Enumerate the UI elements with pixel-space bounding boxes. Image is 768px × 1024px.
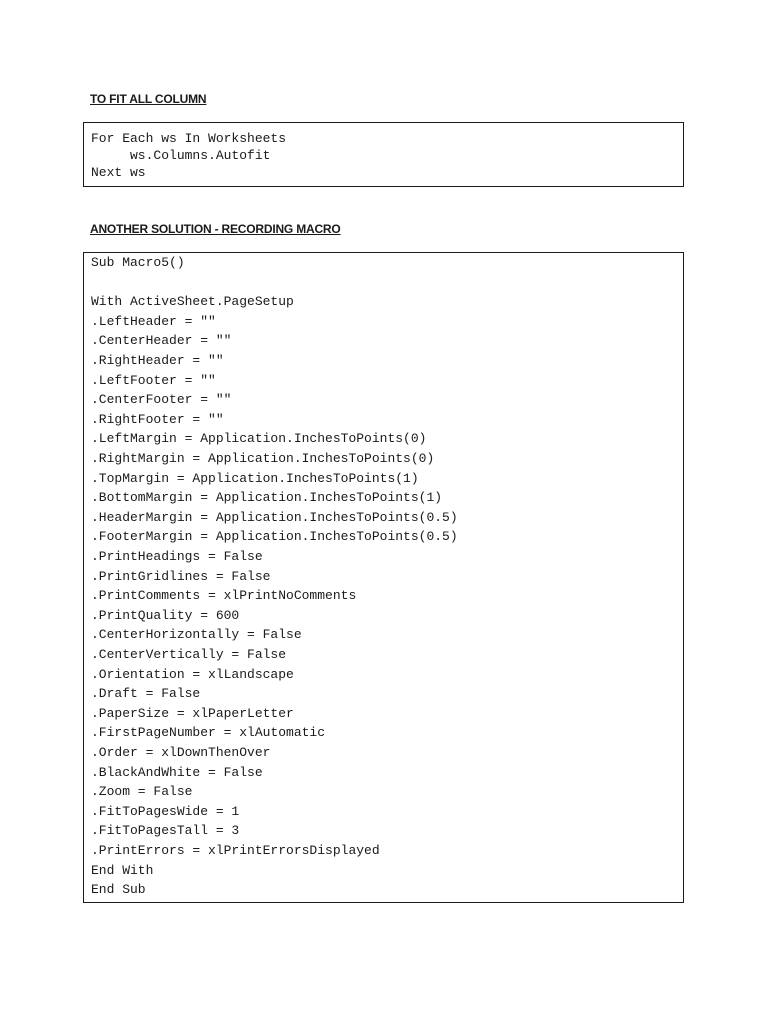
code-line: End With — [91, 862, 154, 878]
code-line: .PrintQuality = 600 — [91, 607, 240, 623]
code-line: With ActiveSheet.PageSetup — [91, 294, 294, 310]
code-line: .CenterHorizontally = False — [91, 627, 302, 643]
section-heading-recording-macro: ANOTHER SOLUTION - RECORDING MACRO — [90, 222, 341, 236]
code-line: .RightMargin = Application.InchesToPoints(0) — [91, 451, 435, 466]
code-line: .Orientation = xlLandscape — [91, 666, 294, 682]
code-line: .RightHeader = "" — [91, 353, 224, 368]
code-line: .PrintGridlines = False — [91, 568, 271, 584]
code-line: .BlackAndWhite = False — [91, 764, 263, 780]
code-line: .HeaderMargin = Application.InchesToPoints(0.5) — [91, 509, 458, 525]
code-line: .FitToPagesTall = 3 — [91, 823, 240, 839]
code-line: .FitToPagesWide = 1 — [91, 803, 240, 819]
code-line: .FooterMargin = Application.InchesToPoints(0.5) — [91, 529, 458, 545]
code-line: .RightFooter = "" — [91, 411, 224, 427]
code-line: .PaperSize = xlPaperLetter — [91, 705, 294, 721]
code-line: .PrintHeadings = False — [91, 549, 263, 564]
code-line: .FirstPageNumber = xlAutomatic — [91, 725, 326, 741]
code-line: .PrintErrors = xlPrintErrorsDisplayed — [91, 843, 380, 858]
code-line: .CenterFooter = "" — [91, 392, 232, 408]
code-line: .Draft = False — [91, 686, 201, 702]
code-line: For Each ws In Worksheets — [91, 131, 287, 146]
code-line: .CenterVertically = False — [91, 647, 287, 662]
code-line: .TopMargin = Application.InchesToPoints(1) — [91, 470, 419, 486]
code-line: .Zoom = False — [91, 784, 193, 800]
section-heading-fit-columns: TO FIT ALL COLUMN — [90, 92, 207, 106]
code-line: .CenterHeader = "" — [91, 333, 232, 349]
code-block-fit-columns — [83, 122, 684, 187]
code-line: .LeftMargin = Application.InchesToPoints(0) — [91, 431, 427, 447]
code-line: .Order = xlDownThenOver — [91, 745, 271, 760]
code-line: .PrintComments = xlPrintNoComments — [91, 588, 357, 604]
code-line: .LeftHeader = "" — [91, 313, 216, 329]
code-line: .LeftFooter = "" — [91, 372, 216, 388]
code-block-recording-macro — [83, 252, 684, 903]
code-line: Sub Macro5() — [91, 255, 185, 270]
code-line: .BottomMargin = Application.InchesToPoints(1) — [91, 490, 443, 506]
code-line: End Sub — [91, 882, 146, 898]
code-line: Next ws — [91, 165, 146, 180]
code-line: ws.Columns.Autofit — [91, 148, 271, 163]
